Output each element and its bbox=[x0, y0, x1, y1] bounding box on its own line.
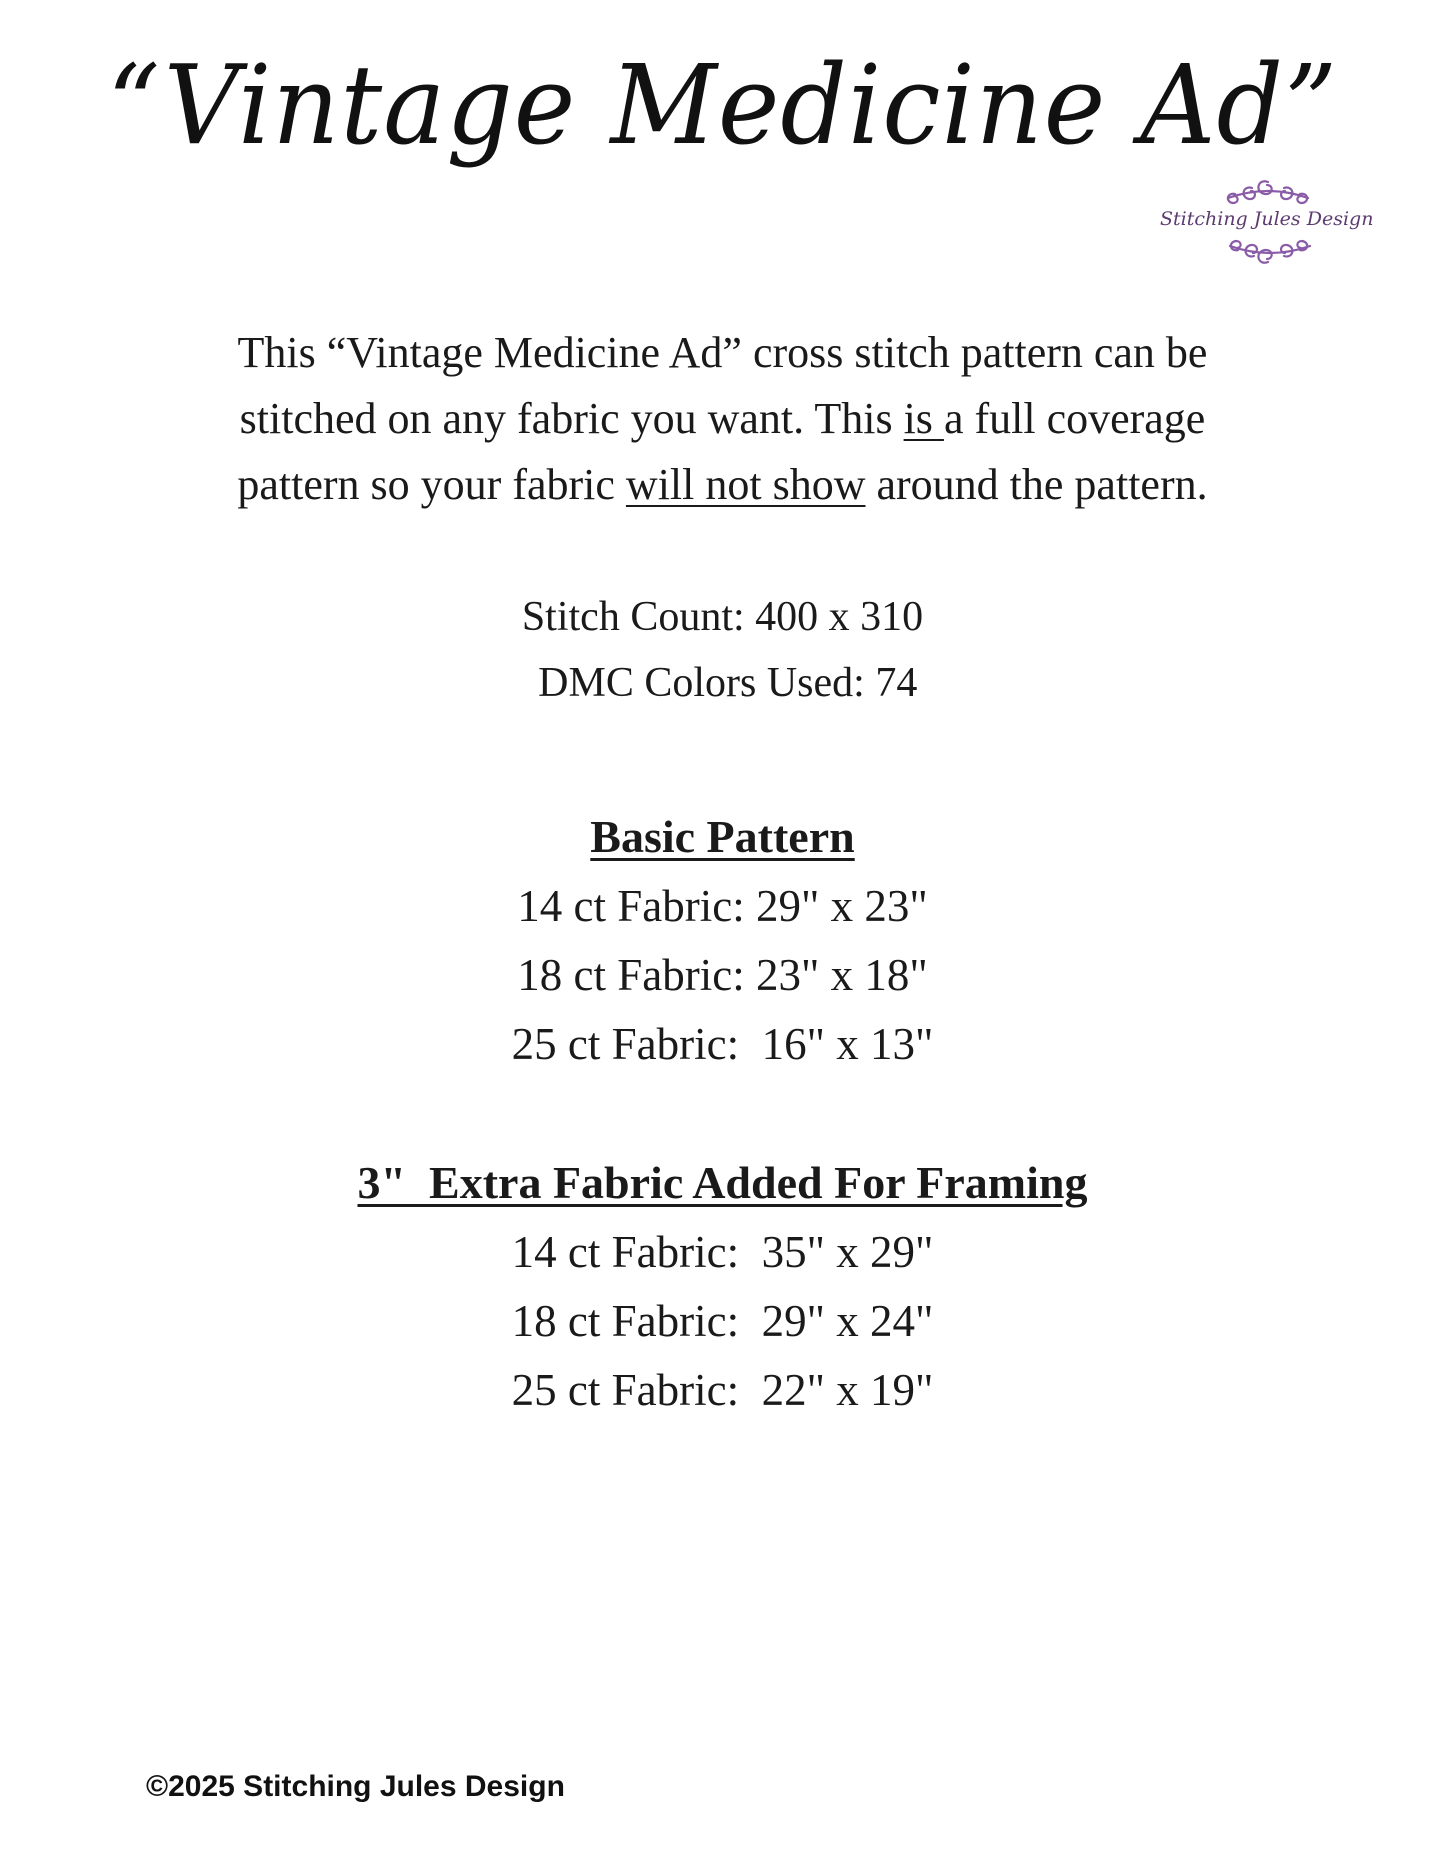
fabric-size-row: 18 ct Fabric: 23" x 18" bbox=[517, 950, 928, 1000]
fabric-size-row: 14 ct Fabric: 29" x 23" bbox=[517, 881, 928, 931]
pattern-stats bbox=[0, 584, 1445, 716]
copyright-footer: ©2025 Stitching Jules Design bbox=[146, 1770, 565, 1803]
intro-text: stitched on any fabric you want. This bbox=[239, 394, 904, 443]
colors-used: DMC Colors Used: 74 bbox=[527, 660, 918, 706]
page-title: “Vintage Medicine Ad” bbox=[106, 40, 1339, 170]
intro-text: around the pattern. bbox=[865, 460, 1208, 509]
fabric-size-row: 14 ct Fabric: 35" x 29" bbox=[511, 1227, 934, 1277]
intro-text: pattern so your fabric bbox=[237, 460, 626, 509]
fabric-size-row: 25 ct Fabric: 16" x 13" bbox=[511, 1019, 934, 1069]
intro-text: This “Vintage Medicine Ad” cross stitch pattern can be bbox=[237, 328, 1208, 377]
section-heading: 3" Extra Fabric Added For Framing bbox=[357, 1157, 1088, 1208]
emphasis-underlined: will not show bbox=[625, 460, 866, 509]
basic-pattern-section bbox=[0, 802, 1445, 1079]
brand-logo bbox=[1160, 164, 1374, 284]
intro-paragraph bbox=[150, 320, 1295, 518]
intro-text: a full coverage bbox=[943, 394, 1206, 443]
emphasis-underlined: is bbox=[903, 394, 944, 443]
stitch-count: Stitch Count: 400 x 310 bbox=[521, 594, 924, 640]
intro-line bbox=[150, 386, 1295, 452]
section-heading: Basic Pattern bbox=[590, 811, 855, 862]
intro-line bbox=[150, 452, 1295, 518]
fabric-size-row: 18 ct Fabric: 29" x 24" bbox=[511, 1296, 934, 1346]
intro-line bbox=[150, 320, 1295, 386]
fabric-size-row: 25 ct Fabric: 22" x 19" bbox=[511, 1365, 934, 1415]
logo-text: Stitching Jules Design bbox=[1160, 208, 1374, 230]
framing-section bbox=[0, 1148, 1445, 1425]
